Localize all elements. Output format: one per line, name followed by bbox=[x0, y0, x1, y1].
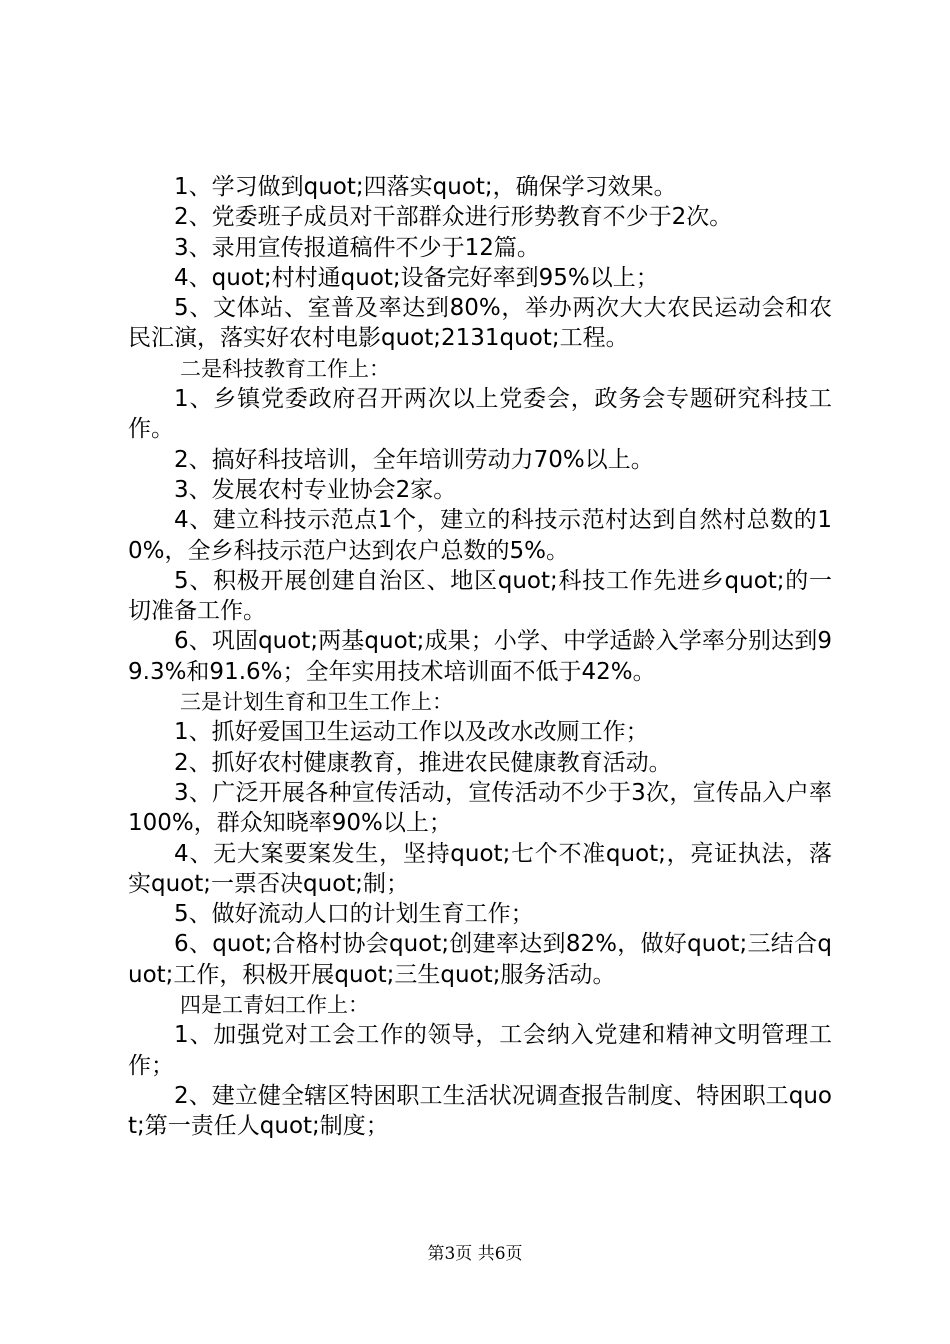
list-item: 3、录用宣传报道稿件不少于12篇。 bbox=[174, 234, 540, 261]
list-item: 1、学习做到quot;四落实quot;，确保学习效果。 bbox=[174, 174, 677, 200]
section-heading: 四是工青妇工作上： bbox=[180, 993, 369, 1018]
page-footer bbox=[0, 1242, 950, 1266]
list-item: 6、quot;合格村协会quot;创建率达到82%，做好quot;三结合quot;工作，积极开展quot;三生quot;服务活动。 bbox=[128, 931, 832, 988]
list-item: 1、加强党对工会工作的领导，工会纳入党建和精神文明管理工作； bbox=[128, 1022, 832, 1079]
list-item: 5、积极开展创建自治区、地区quot;科技工作先进乡quot;的一切准备工作。 bbox=[128, 567, 832, 625]
document-body bbox=[128, 172, 832, 1142]
page-number-label: 第3页 共6页 bbox=[427, 1244, 523, 1264]
list-item: 3、发展农村专业协会2家。 bbox=[174, 476, 457, 503]
list-item: 4、quot;村村通quot;设备完好率到95%以上； bbox=[174, 264, 659, 291]
list-item: 2、建立健全辖区特困职工生活状况调查报告制度、特困职工quot;第一责任人quot;制度； bbox=[128, 1082, 832, 1140]
list-item: 4、建立科技示范点1个，建立的科技示范村达到自然村总数的10%，全乡科技示范户达到农户总数的5%。 bbox=[128, 507, 832, 564]
list-item: 1、乡镇党委政府召开两次以上党委会，政务会专题研究科技工作。 bbox=[128, 386, 832, 443]
list-item: 1、抓好爱国卫生运动工作以及改水改厕工作； bbox=[174, 719, 649, 746]
list-item: 5、文体站、室普及率达到80%，举办两次大大农民运动会和农民汇演，落实好农村电影quot;2131quot;工程。 bbox=[128, 295, 832, 352]
section-heading: 三是计划生育和卫生工作上： bbox=[180, 690, 453, 715]
list-item: 5、做好流动人口的计划生育工作； bbox=[174, 901, 534, 928]
section-heading: 二是科技教育工作上： bbox=[180, 356, 390, 381]
list-item: 4、无大案要案发生，坚持quot;七个不准quot;，亮证执法，落实quot;一票否决quot;制； bbox=[128, 840, 832, 897]
list-item: 2、党委班子成员对干部群众进行形势教育不少于2次。 bbox=[174, 204, 733, 231]
list-item: 2、抓好农村健康教育，推进农民健康教育活动。 bbox=[174, 749, 672, 776]
list-item: 6、巩固quot;两基quot;成果；小学、中学适龄入学率分别达到99.3%和91.6%；全年实用技术培训面不低于42%。 bbox=[128, 628, 832, 685]
list-item: 2、搞好科技培训，全年培训劳动力70%以上。 bbox=[174, 446, 654, 473]
list-item: 3、广泛开展各种宣传活动，宣传活动不少于3次，宣传品入户率100%，群众知晓率90%以上； bbox=[128, 779, 832, 837]
